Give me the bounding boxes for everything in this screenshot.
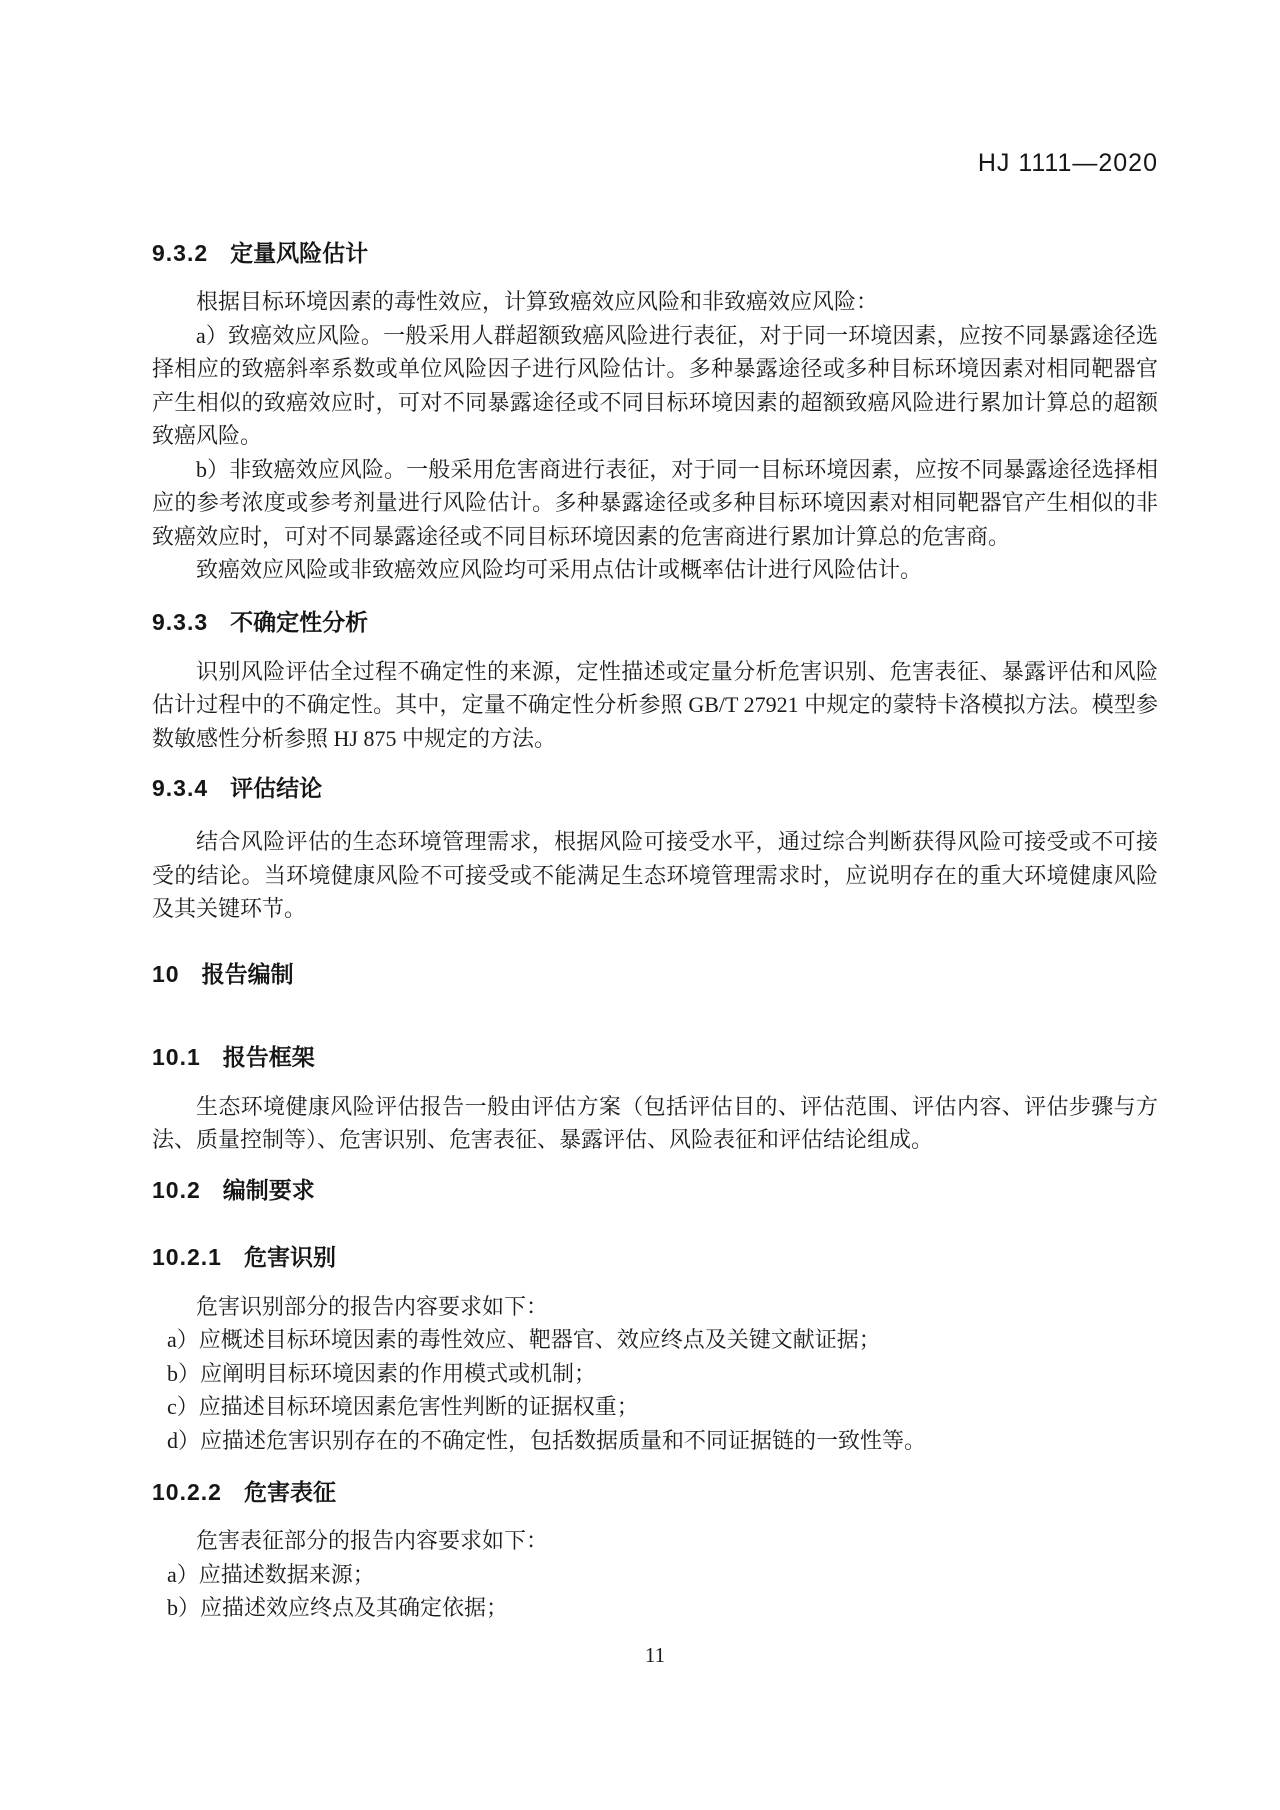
section-title: 定量风险估计 — [230, 240, 369, 266]
paragraph: 根据目标环境因素的毒性效应，计算致癌效应风险和非致癌效应风险： — [196, 289, 879, 314]
paragraph: a）致癌效应风险。一般采用人群超额致癌风险进行表征，对于同一环境因素，应按不同暴露途径选择相应的致癌斜率系数或单位风险因子进行风险估计。多种暴露途径或多种目标环境因素对相同靶器官产生相似的致癌效应时，可对不同暴露途径或不同目标环境因素的超额致癌风险进行累加计算总的超额致癌风险。 — [152, 322, 1158, 448]
list-item: b）应描述效应终点及其确定依据； — [167, 1595, 509, 1620]
section-title: 危害识别 — [243, 1243, 336, 1270]
list-item: b）应阐明目标环境因素的作用模式或机制； — [167, 1360, 597, 1386]
paragraph: 结合风险评估的生态环境管理需求，根据风险可接受水平，通过综合判断获得风险可接受或不可接受的结论。当环境健康风险不可接受或不能满足生态环境管理需求时，应说明存在的重大环境健康风险及其关键环节。 — [152, 829, 1158, 921]
section-heading-9-3-2 — [152, 238, 1158, 268]
section-title: 不确定性分析 — [230, 608, 369, 635]
paragraph: b）非致癌效应风险。一般采用危害商进行表征，对于同一目标环境因素，应按不同暴露途径选择相应的参考浓度或参考剂量进行风险估计。多种暴露途径或多种目标环境因素对相同靶器官产生相似的非致癌效应时，可对不同暴露途径或不同目标环境因素的危害商进行累加计算总的危害商。 — [152, 456, 1158, 549]
page-footer — [152, 1641, 1158, 1669]
section-heading-10-1 — [152, 1042, 1158, 1072]
section-heading-9-3-3 — [152, 607, 1158, 637]
section-number: 10 — [152, 960, 180, 987]
section-number: 9.3.3 — [152, 608, 209, 635]
section-number: 10.2.1 — [152, 1243, 222, 1270]
section-title: 评估结论 — [230, 775, 323, 801]
section-title: 报告框架 — [222, 1043, 315, 1070]
standard-number: HJ 1111—2020 — [977, 149, 1158, 177]
page-header — [152, 148, 1158, 182]
section-number: 10.2 — [152, 1176, 201, 1203]
paragraph: 危害表征部分的报告内容要求如下： — [196, 1528, 549, 1553]
list-item: a）应描述数据来源； — [167, 1561, 375, 1587]
section-heading-10-2 — [152, 1175, 1158, 1205]
list-item: c）应描述目标环境因素危害性判断的证据权重； — [167, 1394, 639, 1419]
section-number: 10.2.2 — [152, 1479, 222, 1505]
chapter-heading-10 — [152, 959, 1158, 989]
list-item: d）应描述危害识别存在的不确定性，包括数据质量和不同证据链的一致性等。 — [167, 1427, 927, 1453]
section-heading-10-2-1 — [152, 1242, 1158, 1272]
list-item: a）应概述目标环境因素的毒性效应、靶器官、效应终点及关键文献证据； — [167, 1327, 881, 1352]
paragraph: 识别风险评估全过程不确定性的来源，定性描述或定量分析危害识别、危害表征、暴露评估和风险估计过程中的不确定性。其中，定量不确定性分析参照 GB/T 27921 中规定的蒙特卡洛模拟方法。模型参数敏感性分析参照 HJ 875 中规定的方法。 — [152, 658, 1158, 751]
paragraph: 危害识别部分的报告内容要求如下： — [196, 1293, 549, 1319]
section-number: 9.3.2 — [152, 240, 209, 266]
section-title: 编制要求 — [222, 1176, 315, 1203]
section-number: 10.1 — [152, 1043, 201, 1070]
section-title: 报告编制 — [201, 960, 294, 987]
section-number: 9.3.4 — [152, 775, 209, 801]
paragraph: 致癌效应风险或非致癌效应风险均可采用点估计或概率估计进行风险估计。 — [196, 557, 923, 582]
paragraph: 生态环境健康风险评估报告一般由评估方案（包括评估目的、评估范围、评估内容、评估步骤与方法、质量控制等）、危害识别、危害表征、暴露评估、风险表征和评估结论组成。 — [152, 1093, 1158, 1152]
section-title: 危害表征 — [243, 1479, 336, 1505]
section-heading-10-2-2 — [152, 1477, 1158, 1507]
page-number: 11 — [644, 1642, 666, 1667]
section-heading-9-3-4 — [152, 773, 1158, 803]
